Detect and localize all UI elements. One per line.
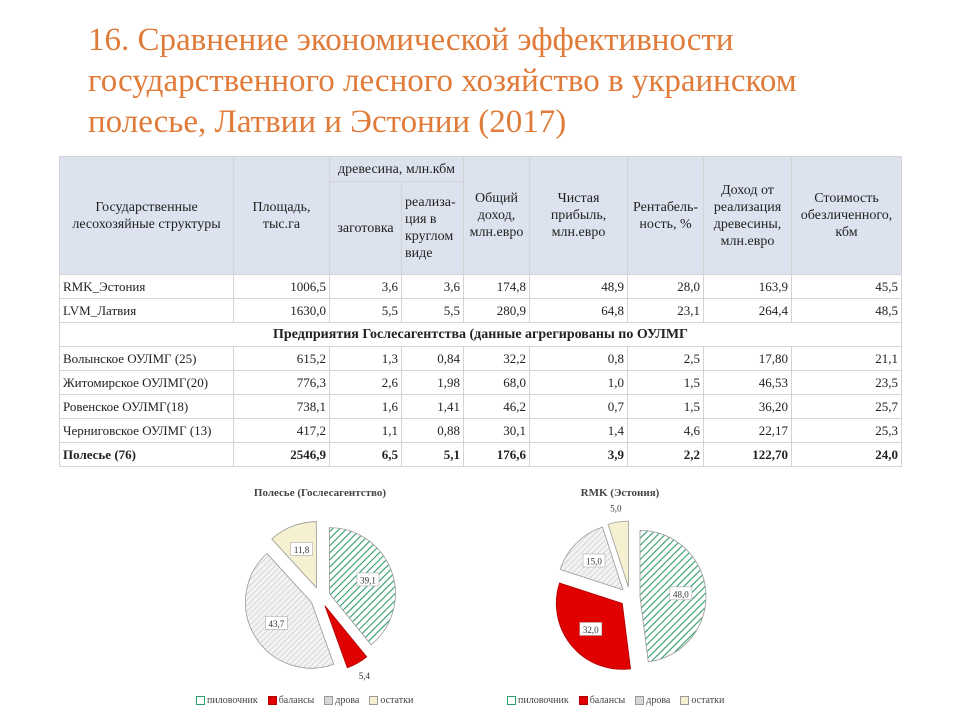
legend-swatch — [635, 696, 644, 705]
header-income: Общий доход, млн.евро — [464, 157, 530, 275]
cell-wood-income: 46,53 — [704, 371, 792, 395]
cell-name: Черниговское ОУЛМГ (13) — [60, 419, 234, 443]
chart-1-pie — [200, 505, 440, 685]
pie-label-1 — [357, 573, 379, 586]
pie-label-2 — [359, 671, 371, 681]
pie-label-4 — [610, 505, 622, 514]
chart-1-legend — [196, 695, 413, 706]
header-structures: Государственные лесохозяйные структуры — [60, 157, 234, 275]
cell-income: 280,9 — [464, 299, 530, 323]
table-row — [60, 347, 902, 371]
table-row — [60, 443, 902, 467]
svg-text:48,0: 48,0 — [672, 589, 689, 600]
legend-item — [507, 695, 569, 706]
cell-profitability: 1,5 — [628, 371, 704, 395]
legend-item — [579, 695, 626, 706]
cell-name: Ровенское ОУЛМГ(18) — [60, 395, 234, 419]
pie-label-1 — [670, 587, 692, 600]
legend-label: дрова — [646, 695, 671, 706]
cell-cost: 23,5 — [792, 371, 902, 395]
cell-profitability: 23,1 — [628, 299, 704, 323]
cell-cost: 48,5 — [792, 299, 902, 323]
cell-cost: 45,5 — [792, 275, 902, 299]
cell-harvest: 1,1 — [330, 419, 402, 443]
legend-label: остатки — [380, 695, 414, 706]
cell-wood-income: 36,20 — [704, 395, 792, 419]
cell-profitability: 2,5 — [628, 347, 704, 371]
chart-2-title: RMK (Эстония) — [580, 487, 660, 499]
cell-area: 776,3 — [234, 371, 330, 395]
cell-profitability: 2,2 — [628, 443, 704, 467]
cell-realization: 0,88 — [402, 419, 464, 443]
cell-income: 174,8 — [464, 275, 530, 299]
cell-income: 30,1 — [464, 419, 530, 443]
cell-area: 1630,0 — [234, 299, 330, 323]
table-row — [60, 419, 902, 443]
cell-area: 417,2 — [234, 419, 330, 443]
chart-1-title: Полесье (Гослесагентство) — [253, 487, 387, 499]
cell-wood-income: 163,9 — [704, 275, 792, 299]
pie-label-2 — [580, 622, 602, 635]
cell-profit: 0,7 — [530, 395, 628, 419]
table-row — [60, 299, 902, 323]
pie-slice-3 — [245, 553, 333, 668]
chart-2-legend — [507, 695, 724, 706]
cell-realization: 5,1 — [402, 443, 464, 467]
header-profitability: Рентабель-ность, % — [628, 157, 704, 275]
legend-swatch — [369, 696, 378, 705]
svg-text:11,8: 11,8 — [293, 545, 310, 556]
cell-realization: 3,6 — [402, 275, 464, 299]
header-wood-income: Доход от реализация древесины, млн.евро — [704, 157, 792, 275]
cell-name: LVM_Латвия — [60, 299, 234, 323]
cell-name: Полесье (76) — [60, 443, 234, 467]
cell-cost: 25,7 — [792, 395, 902, 419]
cell-name: Житомирское ОУЛМГ(20) — [60, 371, 234, 395]
header-area: Площадь, тыс.га — [234, 157, 330, 275]
cell-harvest: 6,5 — [330, 443, 402, 467]
legend-item — [196, 695, 258, 706]
legend-label: балансы — [589, 695, 626, 706]
cell-profit: 1,4 — [530, 419, 628, 443]
cell-profit: 0,8 — [530, 347, 628, 371]
header-wood-group: древесина, млн.кбм — [330, 157, 464, 182]
page-title — [88, 20, 928, 143]
cell-harvest: 1,6 — [330, 395, 402, 419]
cell-wood-income: 264,4 — [704, 299, 792, 323]
legend-item — [324, 695, 359, 706]
cell-area: 1006,5 — [234, 275, 330, 299]
svg-text:5,4: 5,4 — [358, 670, 370, 681]
pie-label-3 — [583, 554, 605, 567]
cell-name: Волынское ОУЛМГ (25) — [60, 347, 234, 371]
cell-realization: 0,84 — [402, 347, 464, 371]
cell-cost: 24,0 — [792, 443, 902, 467]
cell-profit: 1,0 — [530, 371, 628, 395]
cell-profit: 64,8 — [530, 299, 628, 323]
cell-profitability: 1,5 — [628, 395, 704, 419]
cell-profit: 3,9 — [530, 443, 628, 467]
comparison-table — [59, 156, 902, 467]
title-line-2: государственного лесного хозяйство в украинском — [88, 63, 797, 99]
cell-area: 2546,9 — [234, 443, 330, 467]
title-line-1: 16. Сравнение экономической эффективности — [88, 22, 734, 58]
table-row — [60, 275, 902, 299]
legend-swatch — [196, 696, 205, 705]
legend-swatch — [324, 696, 333, 705]
cell-profitability: 28,0 — [628, 275, 704, 299]
cell-harvest: 2,6 — [330, 371, 402, 395]
header-cost: Стоимость обезличенного, кбм — [792, 157, 902, 275]
legend-swatch — [268, 696, 277, 705]
svg-text:39,1: 39,1 — [360, 575, 376, 586]
cell-realization: 5,5 — [402, 299, 464, 323]
cell-area: 738,1 — [234, 395, 330, 419]
cell-wood-income: 22,17 — [704, 419, 792, 443]
legend-item — [369, 695, 413, 706]
cell-profit: 48,9 — [530, 275, 628, 299]
legend-item — [268, 695, 315, 706]
cell-harvest: 1,3 — [330, 347, 402, 371]
table-row — [60, 371, 902, 395]
cell-wood-income: 122,70 — [704, 443, 792, 467]
svg-text:32,0: 32,0 — [582, 624, 599, 635]
header-realization: реализа-ция в круглом виде — [402, 182, 464, 275]
cell-income: 32,2 — [464, 347, 530, 371]
cell-income: 46,2 — [464, 395, 530, 419]
cell-cost: 25,3 — [792, 419, 902, 443]
cell-harvest: 3,6 — [330, 275, 402, 299]
legend-swatch — [680, 696, 689, 705]
header-harvest: заготовка — [330, 182, 402, 275]
header-profit: Чистая прибыль, млн.евро — [530, 157, 628, 275]
svg-text:43,7: 43,7 — [268, 618, 285, 629]
cell-wood-income: 17,80 — [704, 347, 792, 371]
pie-label-3 — [265, 616, 287, 629]
legend-item — [680, 695, 724, 706]
table-row — [60, 395, 902, 419]
cell-realization: 1,98 — [402, 371, 464, 395]
cell-profitability: 4,6 — [628, 419, 704, 443]
legend-label: остатки — [691, 695, 725, 706]
cell-realization: 1,41 — [402, 395, 464, 419]
legend-swatch — [579, 696, 588, 705]
title-line-3: полесье, Латвии и Эстонии (2017) — [88, 104, 567, 140]
pie-label-4 — [291, 543, 313, 556]
cell-income: 176,6 — [464, 443, 530, 467]
legend-label: дрова — [335, 695, 360, 706]
chart-2-pie — [510, 505, 750, 685]
section-title: Предприятия Гослесагентства (данные агрегированы по ОУЛМГ — [60, 323, 902, 347]
cell-harvest: 5,5 — [330, 299, 402, 323]
cell-income: 68,0 — [464, 371, 530, 395]
legend-label: пиловочник — [207, 695, 258, 706]
legend-label: пиловочник — [518, 695, 569, 706]
legend-label: балансы — [278, 695, 315, 706]
legend-swatch — [507, 696, 516, 705]
cell-cost: 21,1 — [792, 347, 902, 371]
legend-item — [635, 695, 670, 706]
svg-text:5,0: 5,0 — [610, 505, 622, 514]
svg-text:15,0: 15,0 — [586, 556, 602, 567]
cell-area: 615,2 — [234, 347, 330, 371]
cell-name: RMK_Эстония — [60, 275, 234, 299]
